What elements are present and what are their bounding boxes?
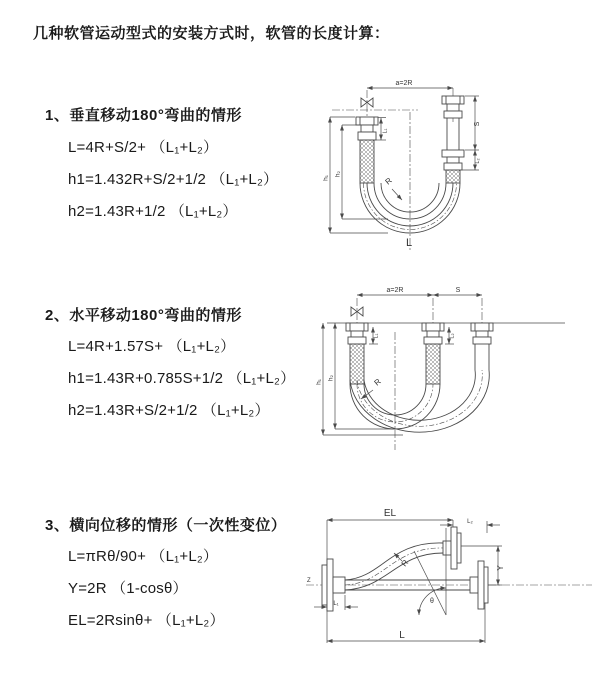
- dimension-a2r: [357, 287, 433, 295]
- section-3-formula-Y: Y=2R （1-cosθ）: [68, 580, 188, 597]
- dimension-s: [465, 96, 481, 150]
- dim-el-label: EL: [383, 508, 397, 519]
- left-fitting: [356, 117, 378, 183]
- radius-callout: [384, 176, 402, 200]
- dimension-l2: [445, 327, 456, 344]
- section-3-heading: 3、横向位移的情形（一次性变位）: [45, 517, 287, 534]
- middle-fitting: [422, 323, 444, 384]
- dimension-s: [433, 287, 482, 295]
- braided-hose-right: [446, 170, 460, 183]
- dimension-l: [327, 603, 485, 643]
- dimension-l1: [314, 595, 358, 610]
- dim-l1-label: L₁: [373, 333, 380, 339]
- dim-l2-label: L₂: [475, 158, 481, 164]
- dim-s-label: S: [474, 121, 481, 127]
- dimension-l2: [440, 519, 500, 533]
- dimension-h1: [323, 117, 389, 233]
- braided-hose-left: [360, 140, 374, 183]
- dim-l2-label: L₂: [467, 519, 473, 525]
- angle-theta-label: θ: [430, 598, 434, 605]
- radius-label: R: [372, 376, 383, 388]
- radius-label: R: [383, 175, 394, 187]
- dim-h2-label: h₂: [334, 170, 342, 178]
- left-fitting: [346, 323, 368, 384]
- hose-bend-arcs: [350, 370, 489, 432]
- dimension-a2r: [367, 80, 453, 88]
- dimension-l1: [369, 327, 380, 344]
- radius-label: R: [399, 558, 411, 569]
- angle-theta: [414, 528, 446, 615]
- dim-a2r-label: a=2R: [395, 80, 413, 87]
- section-1-formula-L: L=4R+S/2+ （L₁+L₂）: [68, 139, 219, 156]
- section-3-formula-L: L=πRθ/90+ （L₁+L₂）: [68, 548, 219, 565]
- dim-h1-label: h₁: [322, 175, 330, 181]
- right-fitting: [471, 323, 493, 370]
- section-3-formula-EL: EL=2Rsinθ+ （L₁+L₂）: [68, 612, 225, 629]
- dim-l1-label: L₁: [382, 128, 389, 134]
- radius-callout: [394, 553, 410, 568]
- dim-h1-label: h₁: [315, 379, 323, 385]
- diagram-lateral-displacement: [302, 503, 598, 650]
- diagram-vertical-180-bend: [318, 72, 580, 257]
- dim-a2r-label: a=2R: [386, 287, 404, 294]
- dim-h2-label: h₂: [327, 374, 335, 382]
- dim-s-label: S: [455, 287, 461, 294]
- section-2-heading: 2、水平移动180°弯曲的情形: [45, 307, 242, 324]
- length-label: L: [406, 237, 413, 249]
- diagram-horizontal-180-bend: [313, 282, 595, 454]
- dim-l1-label: L₁: [333, 601, 339, 607]
- datum-z-label: Z: [307, 578, 311, 584]
- dim-l2-label: L₂: [449, 333, 456, 339]
- centerlines: [332, 88, 453, 252]
- dimension-l2: [462, 150, 481, 170]
- section-1-heading: 1、垂直移动180°弯曲的情形: [45, 107, 242, 124]
- section-1-formula-h1: h1=1.432R+S/2+1/2 （L₁+L₂）: [68, 171, 279, 188]
- section-1-formula-h2: h2=1.43R+1/2 （L₁+L₂）: [68, 203, 238, 220]
- section-2-formula-h1: h1=1.43R+0.785S+1/2 （L₁+L₂）: [68, 370, 296, 387]
- page-title: 几种软管运动型式的安装方式时，软管的长度计算：: [33, 25, 390, 42]
- section-2-formula-L: L=4R+1.57S+ （L₁+L₂）: [68, 338, 236, 355]
- braided-hose-left: [350, 344, 364, 384]
- braided-hose-middle: [426, 344, 440, 384]
- dim-y-label: Y: [496, 565, 505, 571]
- section-2-formula-h2: h2=1.43R+S/2+1/2 （L₁+L₂）: [68, 402, 270, 419]
- dimension-el: [327, 508, 453, 643]
- dim-l-label: L: [399, 630, 405, 641]
- centerlines: [357, 298, 482, 450]
- right-fitting: [442, 96, 464, 183]
